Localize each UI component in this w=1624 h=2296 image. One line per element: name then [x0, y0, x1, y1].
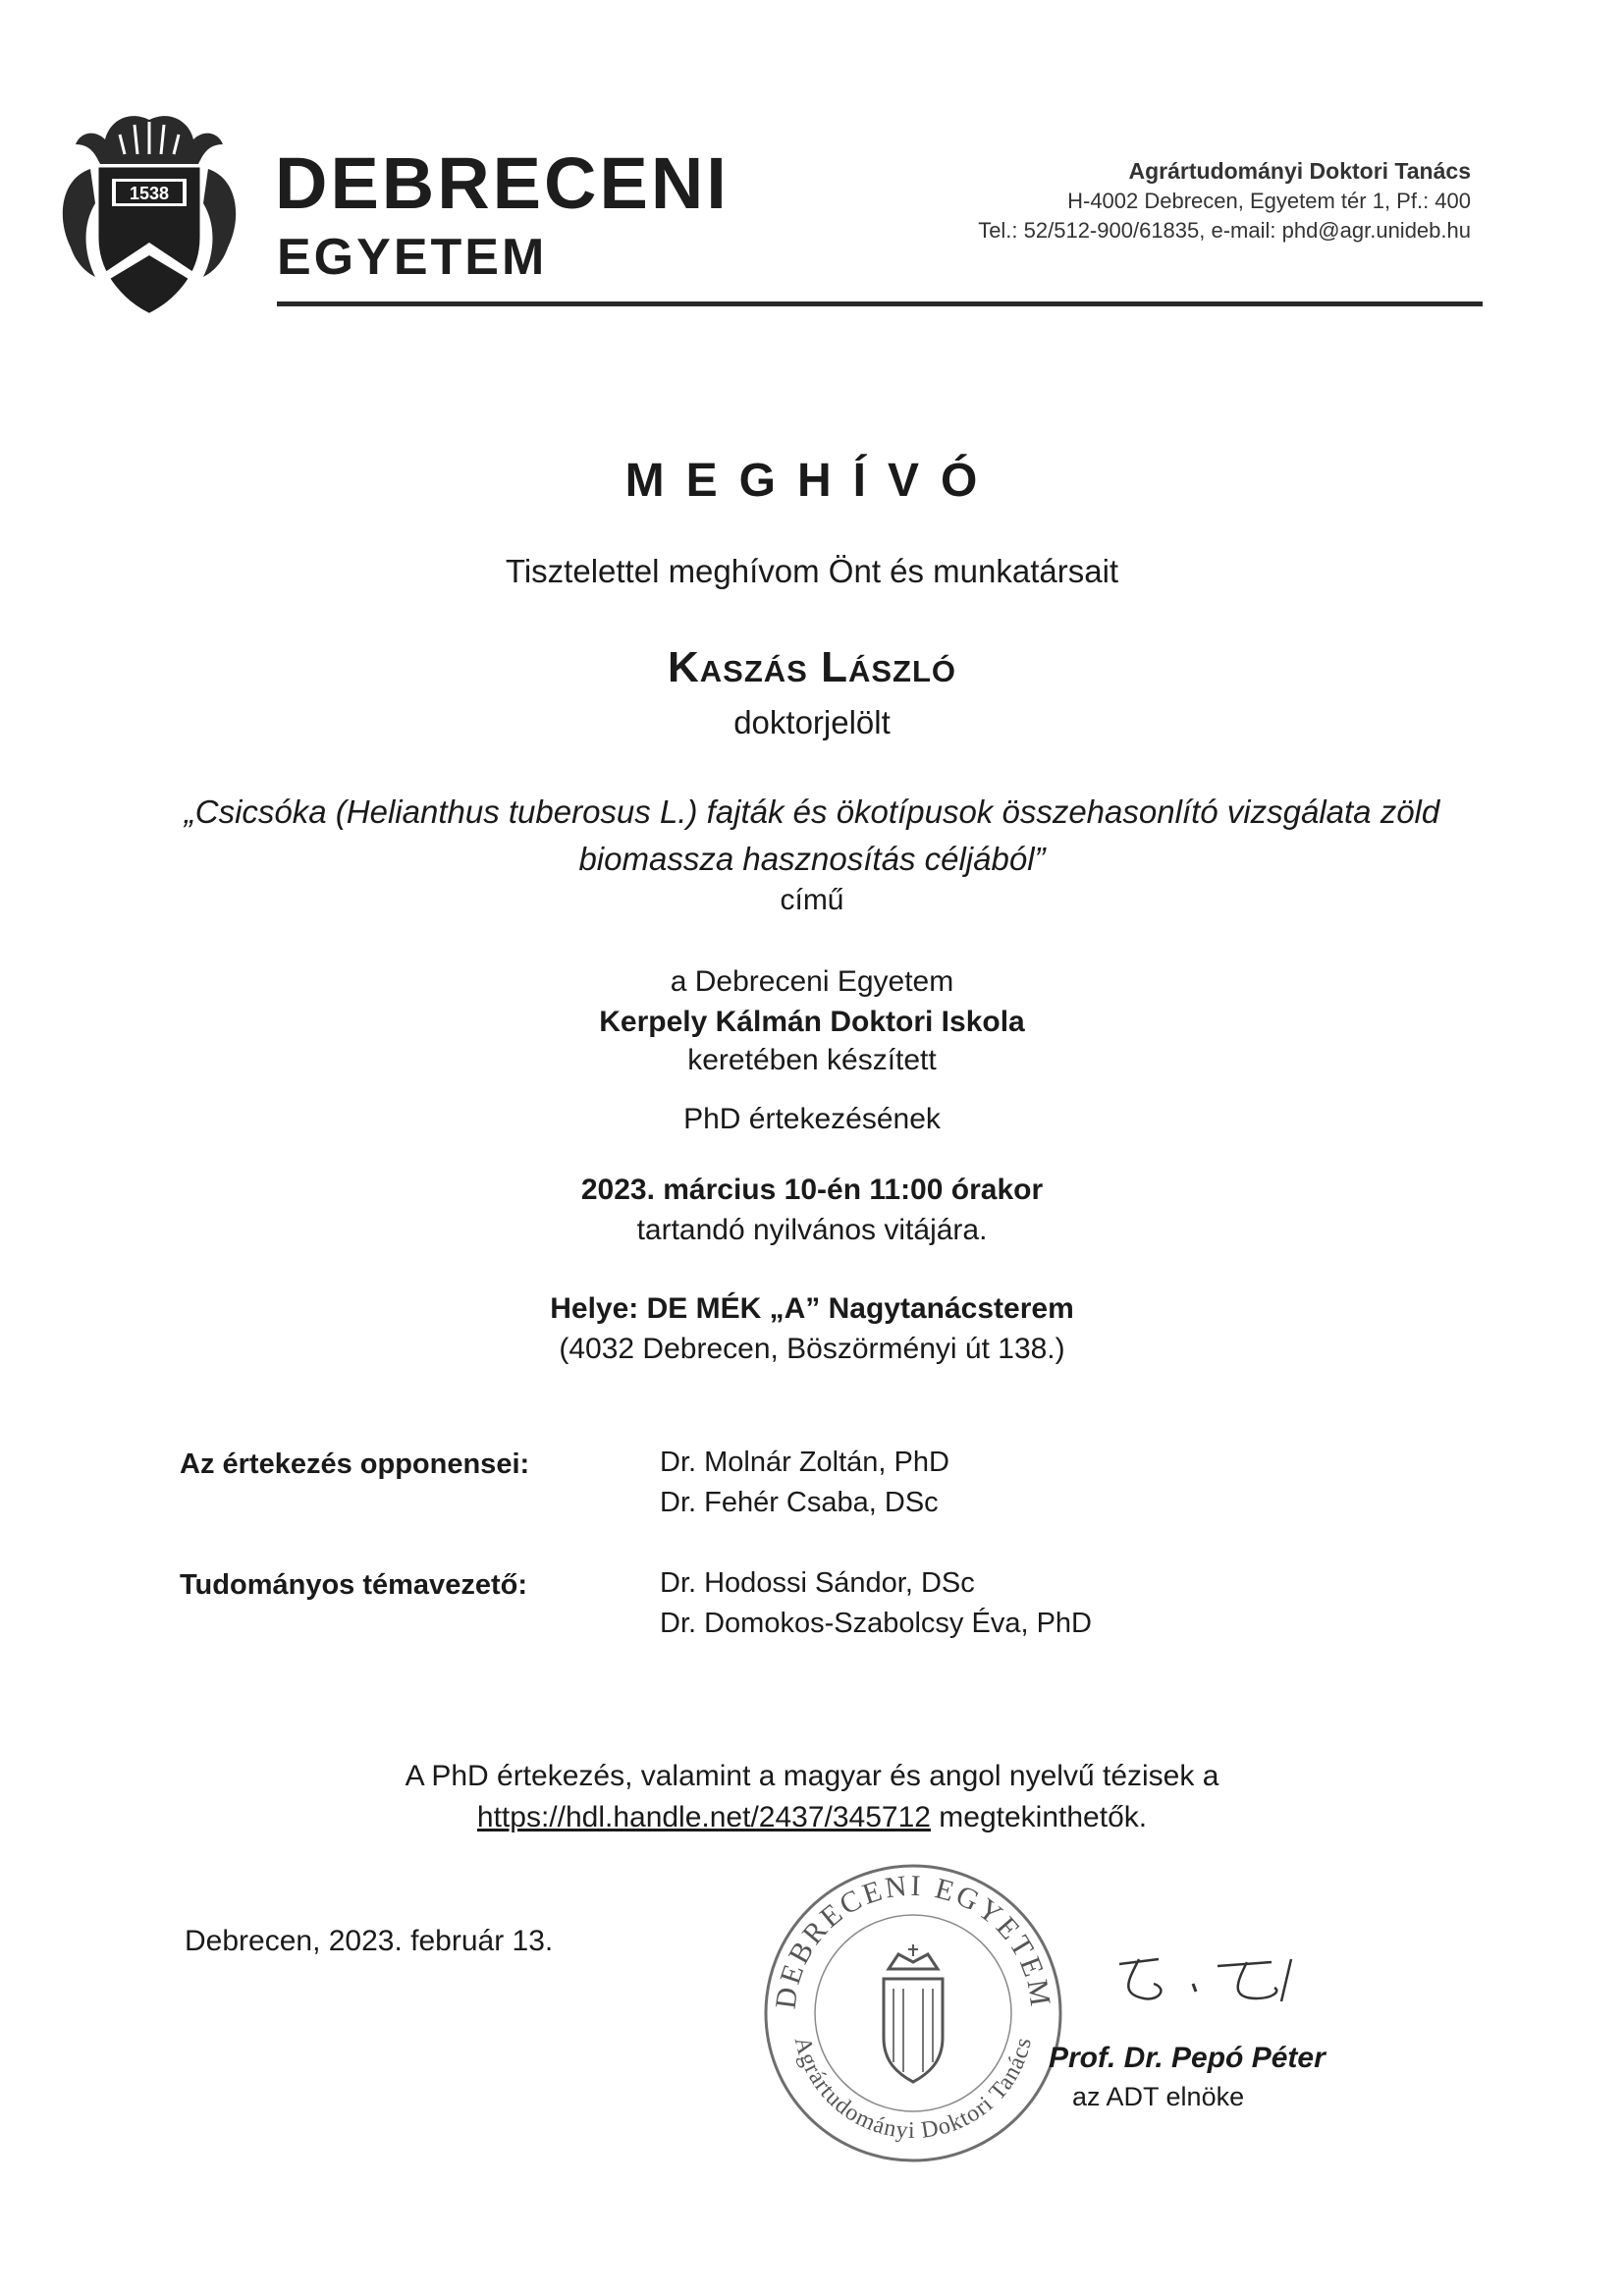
opponents-label: Az értekezés opponensei:	[180, 1449, 530, 1480]
phd-dissertation-line: PhD értekezésének	[683, 1103, 941, 1135]
thesis-title-line1: „Csicsóka (Helianthus tuberosus L.) fajták és ökotípusok összehasonlító vizsgálata zöld	[184, 793, 1440, 830]
candidate-role: doktorjelölt	[733, 704, 891, 740]
university-name-line1: DEBRECENI	[275, 142, 730, 224]
handle-link[interactable]: https://hdl.handle.net/2437/345712	[476, 1801, 931, 1833]
council-address: H-4002 Debrecen, Egyetem tér 1, Pf.: 400	[1067, 189, 1471, 213]
prepared-line: keretében készített	[687, 1044, 937, 1076]
thesis-suffix: című	[780, 884, 844, 916]
availability-line2	[0, 1801, 1624, 1834]
place-date: Debrecen, 2023. február 13.	[185, 1925, 554, 1957]
signer-name: Prof. Dr. Pepó Péter	[1049, 2042, 1326, 2074]
svg-text:Agrártudományi Doktori Tanács	[789, 2034, 1037, 2144]
page-title: MEGHÍVÓ	[624, 455, 1000, 507]
availability-suffix: megtekinthetők.	[930, 1801, 1148, 1833]
university-logo	[51, 110, 247, 316]
university-name-line2: EGYETEM	[277, 229, 548, 286]
candidate-name: Kaszás László	[668, 643, 956, 691]
supervisor-item: Dr. Hodossi Sándor, DSc	[660, 1567, 975, 1599]
supervisor-label: Tudományos témavezető:	[180, 1569, 527, 1601]
availability-line1: A PhD értekezés, valamint a magyar és angol nyelvű tézisek a	[405, 1760, 1219, 1792]
defense-datetime: 2023. március 10-én 11:00 órakor	[580, 1174, 1044, 1206]
venue: Helye: DE MÉK „A” Nagytanácsterem	[550, 1292, 1074, 1325]
official-stamp	[746, 1846, 1080, 2180]
thesis-title-line2: biomassza hasznosítás céljából”	[578, 841, 1046, 877]
supervisor-item: Dr. Domokos-Szabolcsy Éva, PhD	[660, 1608, 1092, 1639]
doctoral-school: Kerpely Kálmán Doktori Iskola	[599, 1006, 1025, 1038]
stamp-top-text: DEBRECENI EGYETEM	[769, 1869, 1057, 2011]
header-divider	[277, 301, 1483, 306]
logo-year: 1538	[129, 184, 170, 203]
signature	[1100, 1944, 1316, 2013]
opponent-item: Dr. Molnár Zoltán, PhD	[660, 1447, 949, 1478]
defense-line: tartandó nyilvános vitájára.	[636, 1214, 988, 1246]
signer-title: az ADT elnöke	[1072, 2082, 1245, 2111]
council-name: Agrártudományi Doktori Tanács	[1128, 158, 1471, 184]
council-contact: Tel.: 52/512-900/61835, e-mail: phd@agr.unideb.hu	[978, 218, 1471, 243]
greeting: Tisztelettel meghívom Önt és munkatársait	[505, 553, 1119, 589]
university-line: a Debreceni Egyetem	[670, 965, 954, 998]
venue-address: (4032 Debrecen, Böszörményi út 138.)	[559, 1333, 1065, 1365]
svg-text:DEBRECENI EGYETEM	[770, 1870, 1057, 2011]
stamp-bottom-text: Agrártudományi Doktori Tanács	[788, 2034, 1038, 2144]
opponent-item: Dr. Fehér Csaba, DSc	[660, 1487, 939, 1518]
